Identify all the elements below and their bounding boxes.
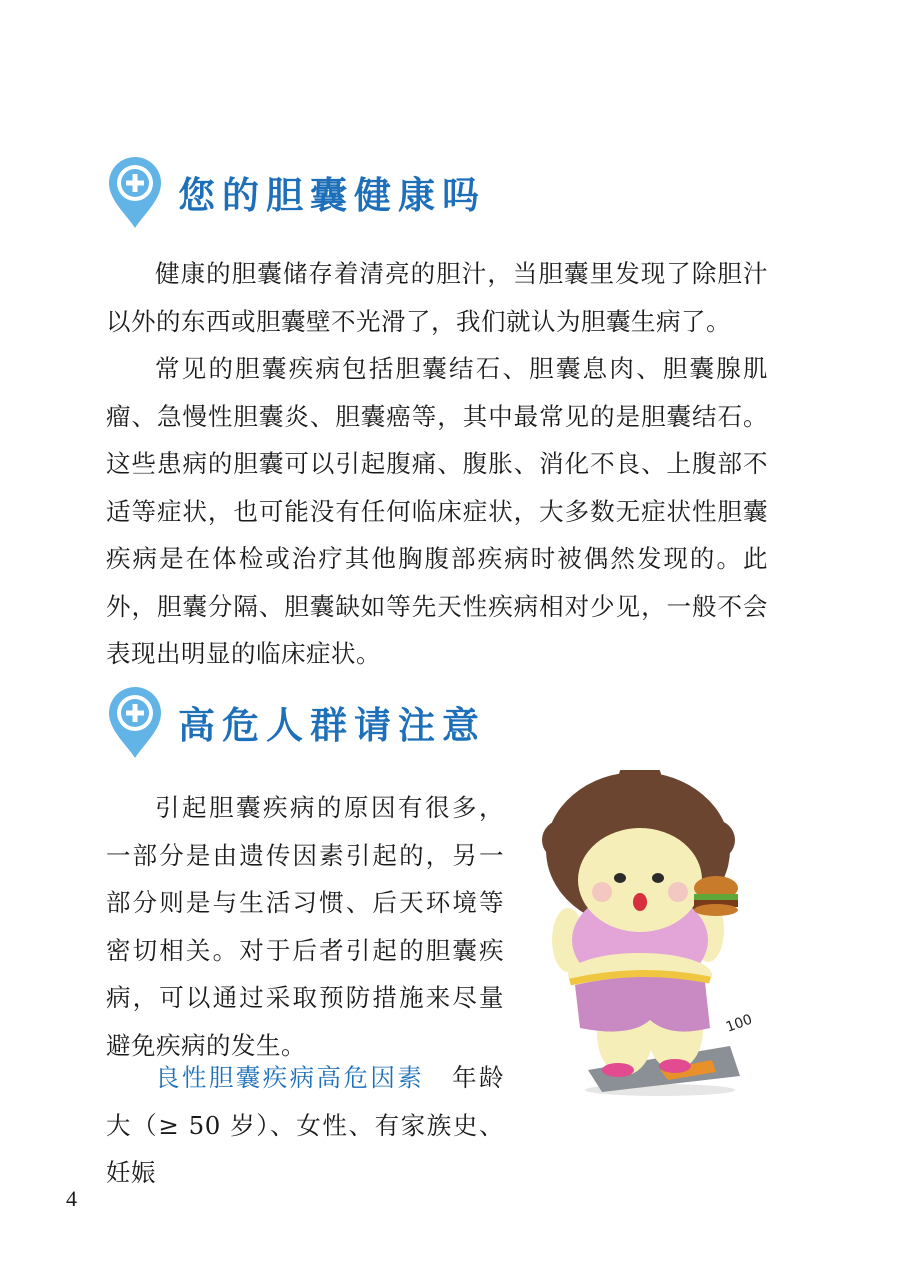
section-heading-gallbladder-health bbox=[106, 160, 486, 224]
section-heading-high-risk bbox=[106, 690, 486, 754]
plus-pin-icon bbox=[106, 684, 164, 760]
page-number: 4 bbox=[66, 1186, 77, 1211]
scale-reading: 100 bbox=[723, 1011, 755, 1036]
paragraph: 引起胆囊疾病的原因有很多，一部分是由遗传因素引起的，另一部分则是与生活习惯、后天环境等密切相关。对于后者引起的胆囊疾病，可以通过采取预防措施来尽量避免疾病的发生。 bbox=[106, 793, 504, 1060]
paragraph: 健康的胆囊储存着清亮的胆汁，当胆囊里发现了除胆汁以外的东西或胆囊壁不光滑了，我们就认为胆囊生病了。 bbox=[106, 259, 768, 336]
woman-with-burger-on-scale-illustration bbox=[540, 770, 760, 1100]
keyword-highlight: 良性胆囊疾病高危因素 bbox=[155, 1063, 425, 1092]
section-title: 高危人群请注意 bbox=[178, 704, 486, 747]
plus-pin-icon bbox=[106, 154, 164, 230]
paragraph: 常见的胆囊疾病包括胆囊结石、胆囊息肉、胆囊腺肌瘤、急慢性胆囊炎、胆囊癌等，其中最常见的是胆囊结石。这些患病的胆囊可以引起腹痛、腹胀、消化不良、上腹部不适等症状，也可能没有任何临床症状，大多数无症状性胆囊疾病是在体检或治疗其他胸腹部疾病时被偶然发现的。此外，胆囊分隔、胆囊缺如等先天性疾病相对少见，一般不会表现出明显的临床症状。 bbox=[106, 354, 768, 668]
paragraph-text: 年龄大（≥ 50 岁）、女性、有家族史、妊娠 bbox=[106, 1063, 505, 1187]
section-title: 您的胆囊健康吗 bbox=[178, 174, 486, 217]
paragraph bbox=[106, 1054, 504, 1197]
